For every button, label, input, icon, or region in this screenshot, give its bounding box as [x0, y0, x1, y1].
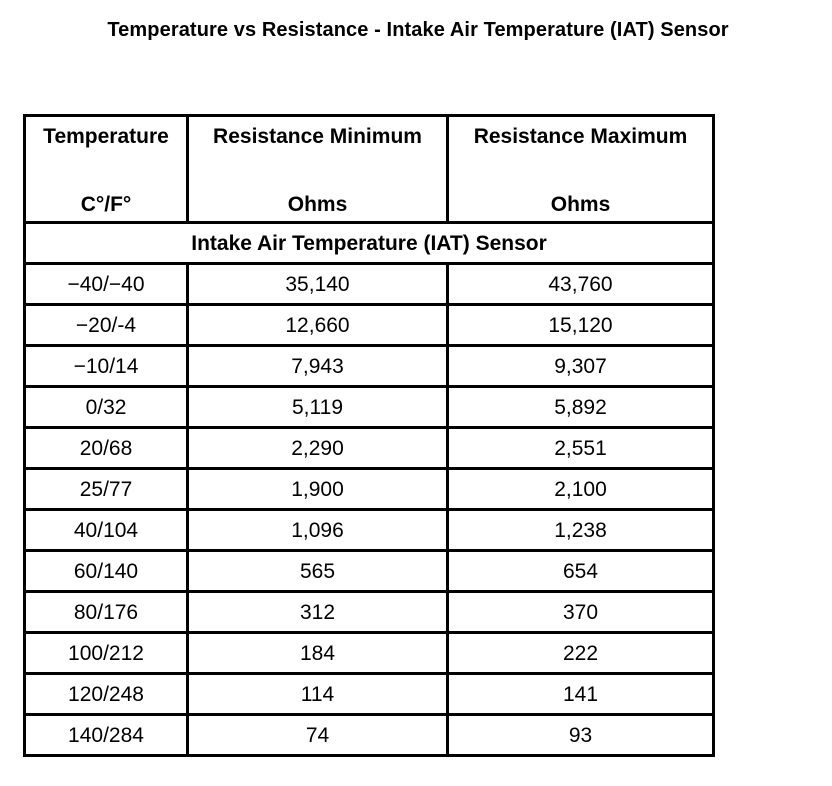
table-row: [25, 387, 714, 428]
resistance-max-cell: 43,760: [448, 264, 714, 305]
header-resistance-minimum-unit: Ohms: [287, 193, 348, 216]
table-row: [25, 428, 714, 469]
resistance-max-cell: 5,892: [448, 387, 714, 428]
temperature-cell: −20/-4: [25, 305, 188, 346]
resistance-max-cell: 2,100: [448, 469, 714, 510]
resistance-min-cell: 35,140: [188, 264, 448, 305]
header-temperature-label: Temperature: [43, 125, 169, 148]
resistance-min-cell: 114: [188, 674, 448, 715]
header-resistance-maximum: [448, 116, 714, 223]
temperature-cell: 0/32: [25, 387, 188, 428]
table-row: [25, 551, 714, 592]
temperature-cell: 140/284: [25, 715, 188, 756]
resistance-max-cell: 1,238: [448, 510, 714, 551]
table-row: [25, 633, 714, 674]
header-row: [25, 116, 714, 223]
temperature-cell: −40/−40: [25, 264, 188, 305]
resistance-max-cell: 141: [448, 674, 714, 715]
table-row: [25, 305, 714, 346]
temperature-cell: −10/14: [25, 346, 188, 387]
resistance-max-cell: 15,120: [448, 305, 714, 346]
header-resistance-maximum-unit: Ohms: [550, 193, 611, 216]
page-title: Temperature vs Resistance - Intake Air Temperature (IAT) Sensor: [107, 19, 729, 41]
header-resistance-minimum-label: Resistance Minimum: [213, 125, 422, 148]
table-row: [25, 715, 714, 756]
table-row: [25, 346, 714, 387]
resistance-min-cell: 5,119: [188, 387, 448, 428]
header-resistance-maximum-label: Resistance Maximum: [473, 125, 688, 148]
temperature-cell: 60/140: [25, 551, 188, 592]
header-temperature: [25, 116, 188, 223]
header-temperature-unit: C°/F°: [80, 193, 132, 216]
resistance-min-cell: 1,096: [188, 510, 448, 551]
table-row: [25, 674, 714, 715]
temperature-cell: 25/77: [25, 469, 188, 510]
section-row: [25, 223, 714, 264]
resistance-min-cell: 74: [188, 715, 448, 756]
resistance-min-cell: 312: [188, 592, 448, 633]
resistance-min-cell: 12,660: [188, 305, 448, 346]
resistance-min-cell: 2,290: [188, 428, 448, 469]
table-row: [25, 469, 714, 510]
resistance-max-cell: 370: [448, 592, 714, 633]
resistance-max-cell: 9,307: [448, 346, 714, 387]
resistance-table: [23, 114, 715, 757]
resistance-max-cell: 222: [448, 633, 714, 674]
temperature-cell: 100/212: [25, 633, 188, 674]
resistance-max-cell: 2,551: [448, 428, 714, 469]
resistance-max-cell: 654: [448, 551, 714, 592]
header-resistance-minimum: [188, 116, 448, 223]
temperature-cell: 40/104: [25, 510, 188, 551]
resistance-min-cell: 1,900: [188, 469, 448, 510]
temperature-cell: 80/176: [25, 592, 188, 633]
resistance-min-cell: 184: [188, 633, 448, 674]
temperature-cell: 20/68: [25, 428, 188, 469]
resistance-max-cell: 93: [448, 715, 714, 756]
table-row: [25, 510, 714, 551]
table-row: [25, 592, 714, 633]
resistance-min-cell: 565: [188, 551, 448, 592]
section-label: Intake Air Temperature (IAT) Sensor: [25, 223, 714, 264]
temperature-cell: 120/248: [25, 674, 188, 715]
resistance-min-cell: 7,943: [188, 346, 448, 387]
table-row: [25, 264, 714, 305]
